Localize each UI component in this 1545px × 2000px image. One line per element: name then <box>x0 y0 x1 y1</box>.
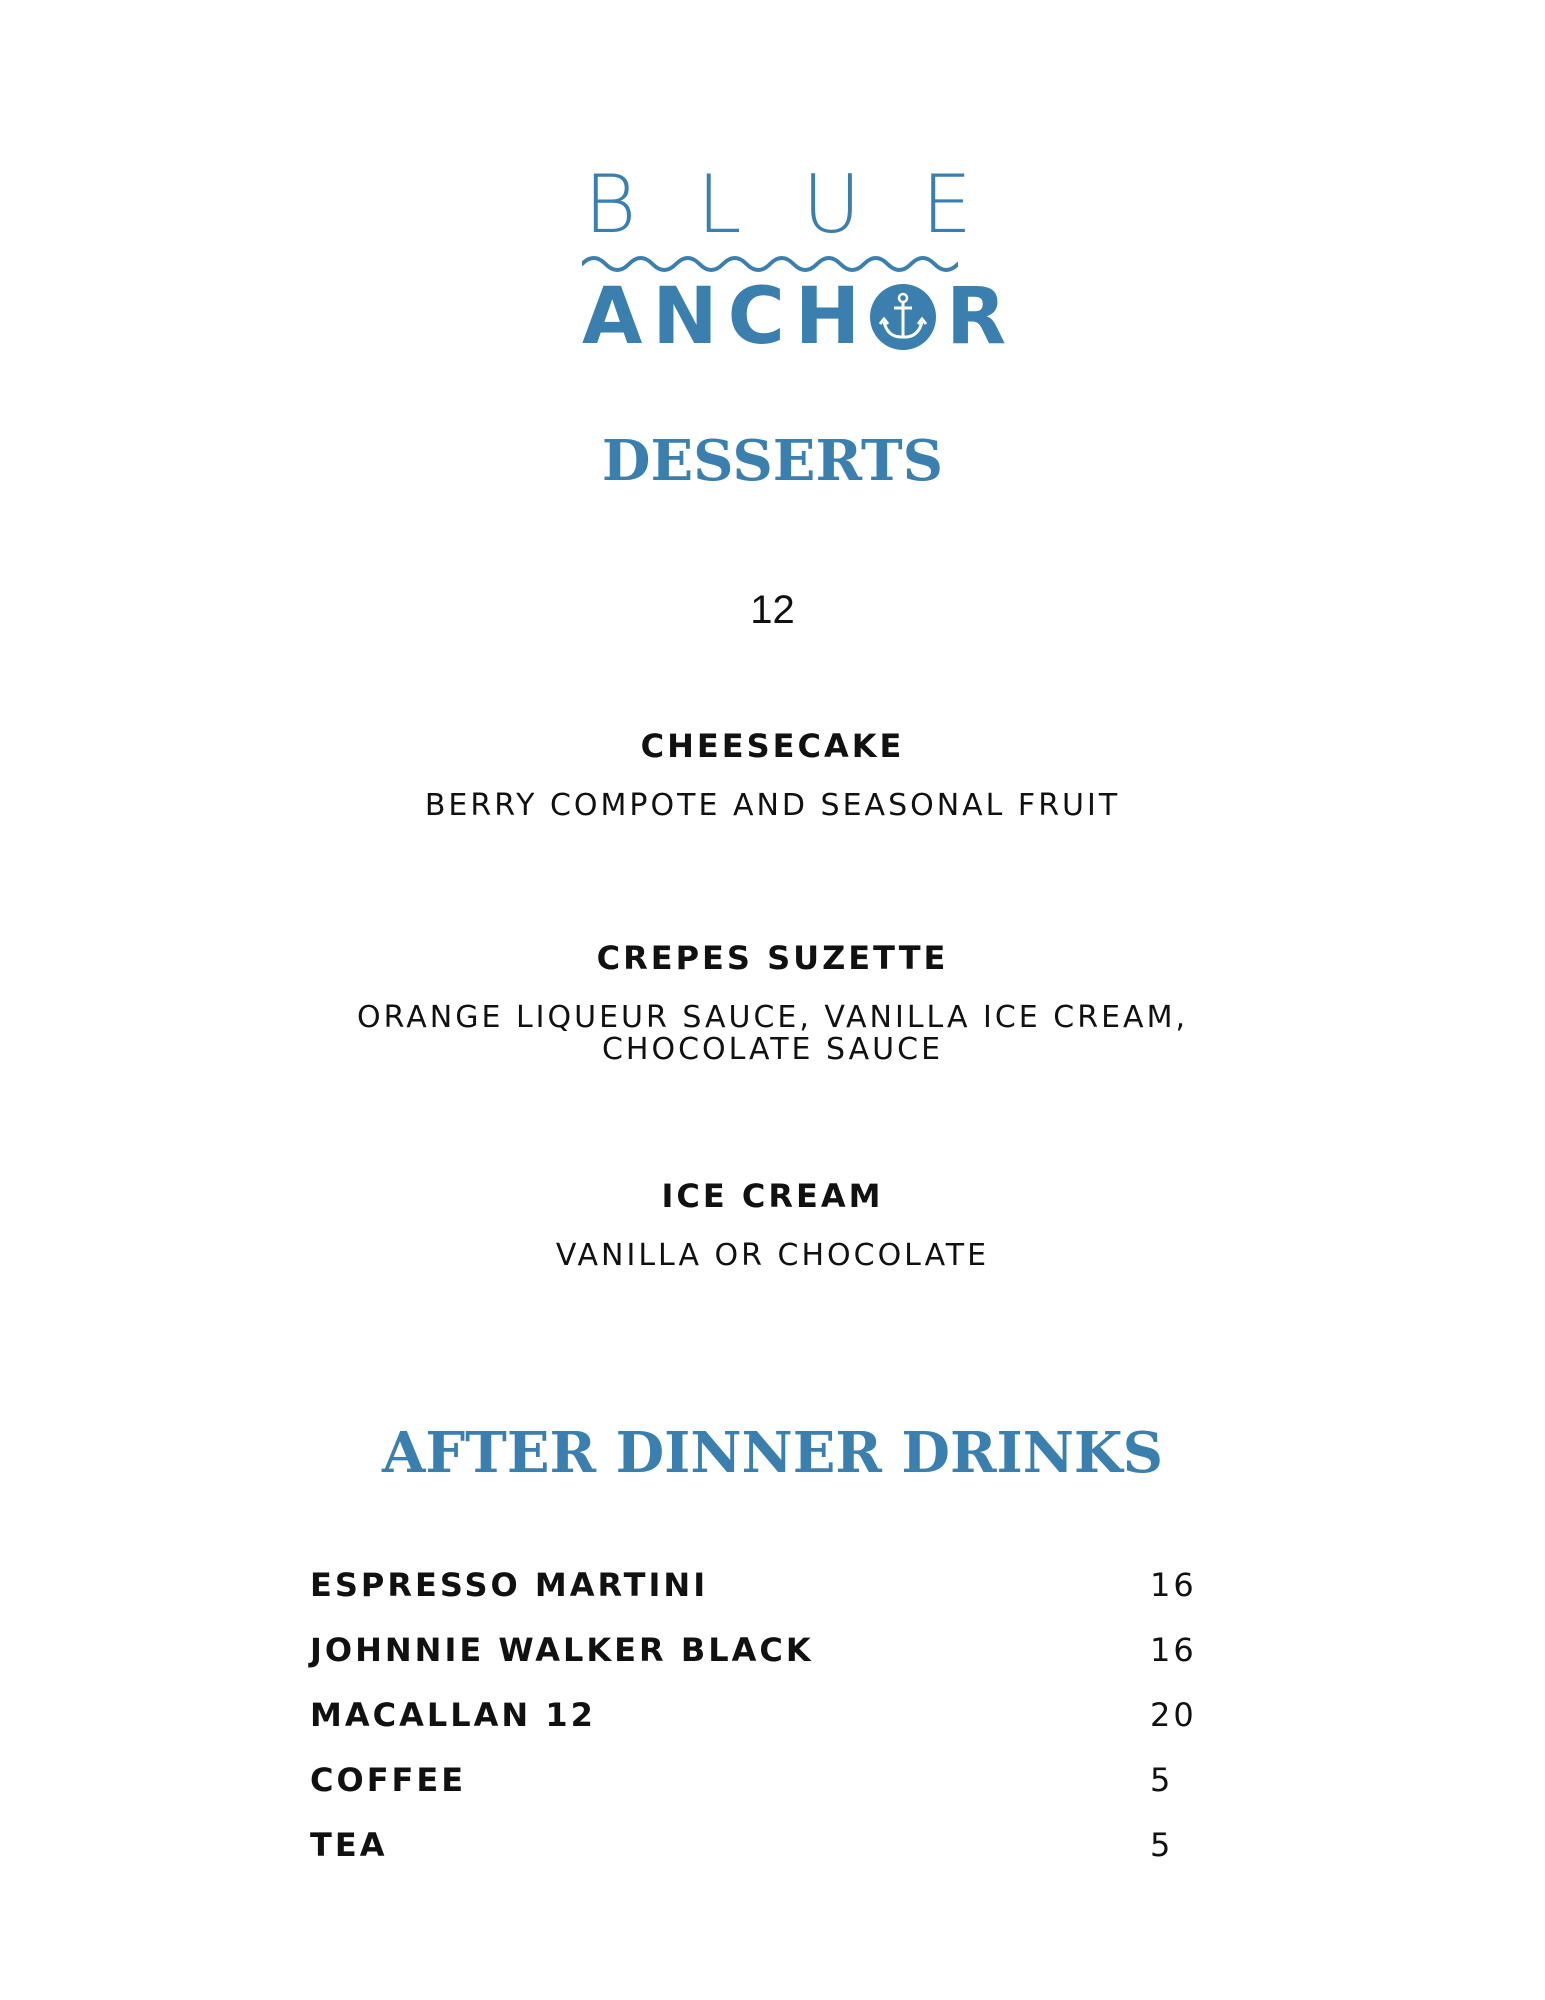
brand-logo <box>560 158 1017 362</box>
logo-text-anch: ANCH <box>582 272 871 362</box>
dessert-item-ice-cream <box>200 1176 1345 1272</box>
dessert-description-line: CHOCOLATE SAUCE <box>601 1032 944 1067</box>
drink-name: COFFEE <box>310 1761 467 1799</box>
drink-row <box>310 1760 1210 1825</box>
logo-word-anchor <box>582 272 1017 362</box>
drink-price: 20 <box>1150 1696 1197 1734</box>
drink-row <box>310 1565 1210 1630</box>
drinks-heading: AFTER DINNER DRINKS <box>381 1420 1164 1486</box>
dessert-description: BERRY COMPOTE AND SEASONAL FRUIT <box>424 788 1121 823</box>
dessert-name: CREPES SUZETTE <box>596 939 949 977</box>
drink-row <box>310 1630 1210 1695</box>
anchor-icon <box>870 284 936 350</box>
dessert-description: VANILLA OR CHOCOLATE <box>555 1238 990 1273</box>
dessert-name: CHEESECAKE <box>640 727 905 765</box>
logo-letter: U <box>802 158 861 251</box>
drink-row <box>310 1825 1210 1890</box>
drink-name: MACALLAN 12 <box>310 1696 596 1734</box>
dessert-name: ICE CREAM <box>661 1177 884 1215</box>
logo-letter: E <box>921 158 972 251</box>
drinks-list <box>310 1565 1210 1890</box>
logo-text-r: R <box>946 272 1017 362</box>
drink-row <box>310 1695 1210 1760</box>
dessert-description-line: ORANGE LIQUEUR SAUCE, VANILLA ICE CREAM, <box>357 1000 1188 1035</box>
logo-letter: B <box>584 158 637 251</box>
drink-name: TEA <box>310 1826 388 1864</box>
drink-price: 5 <box>1150 1826 1174 1864</box>
dessert-item-crepes-suzette <box>200 938 1345 1066</box>
logo-word-blue <box>560 158 980 251</box>
drink-price: 5 <box>1150 1761 1174 1799</box>
drink-price: 16 <box>1150 1566 1197 1604</box>
desserts-price: 12 <box>750 588 795 632</box>
drink-price: 16 <box>1150 1631 1197 1669</box>
dessert-description <box>200 1002 1345 1066</box>
dessert-item-cheesecake <box>200 726 1345 822</box>
drink-name: ESPRESSO MARTINI <box>310 1566 709 1604</box>
desserts-heading: DESSERTS <box>601 428 944 494</box>
drink-name: JOHNNIE WALKER BLACK <box>310 1631 814 1669</box>
logo-letter: L <box>697 158 742 251</box>
